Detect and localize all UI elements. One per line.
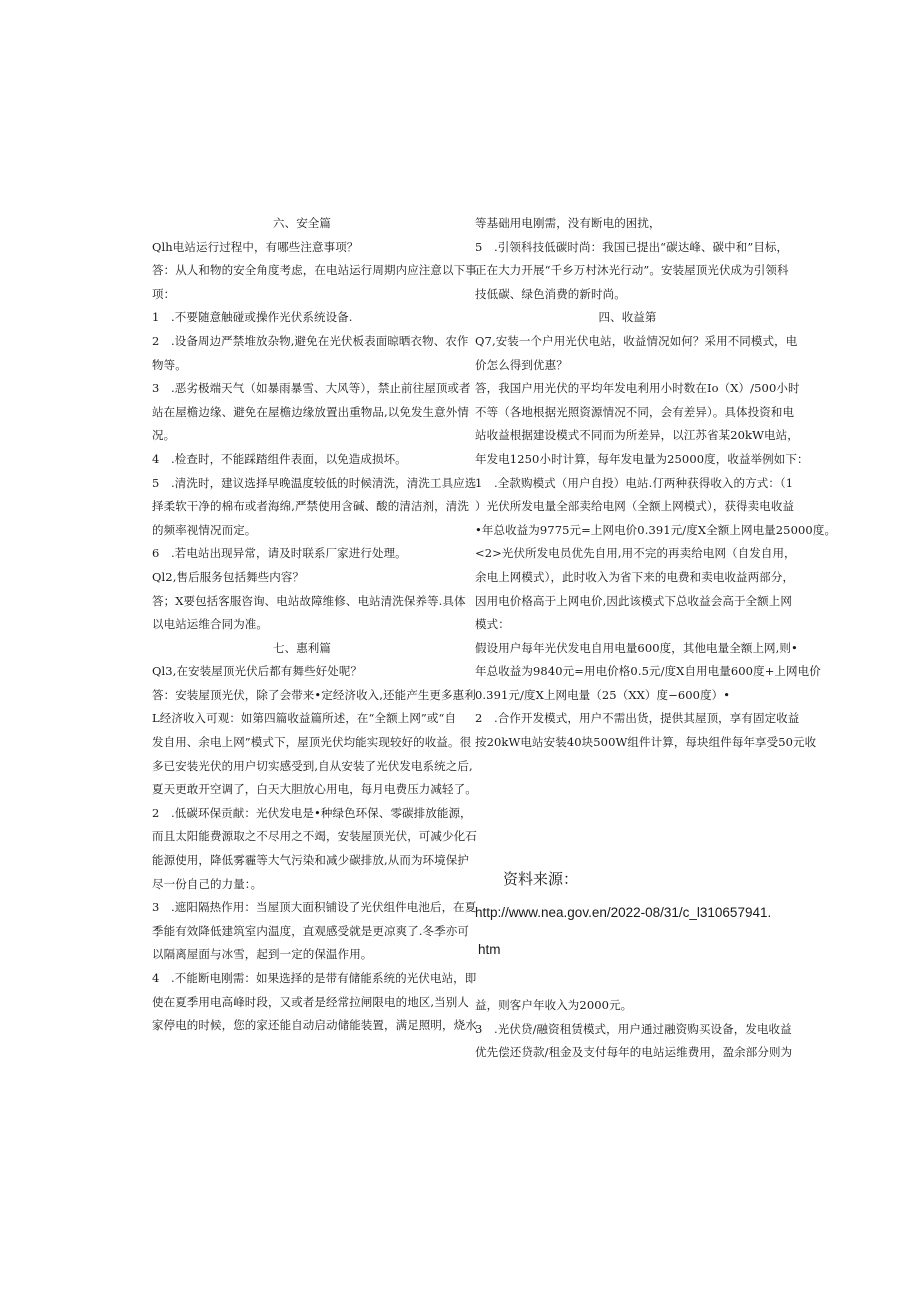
question-q13: Ql3,在安装屋顶光伏后都有舞些好处呢？ (152, 664, 363, 679)
text-line: 不等（各地根据光照资源情况不同，会有差异）。具体投资和电 (475, 404, 795, 419)
text-line: 4 .检查时，不能踩踏组件表面，以免造成损坏。 (152, 451, 407, 466)
text-line: 正在大力开展“千乡万村沐光行动”。安装屋顶光伏成为引领科 (475, 263, 789, 278)
text-line: •年总收益为9775元=上网电价0.391元/度X全额上网电量25000度。 (475, 522, 837, 537)
text-line: 价怎么得到优惠？ (475, 357, 568, 372)
text-line: 余电上网模式），此时收入为省下来的电费和卖电收益两部分， (475, 569, 795, 584)
text-line: 1 .不要随意触碰或操作光伏系统设备. (152, 310, 353, 325)
text-line: 以电站运维合同为准。 (152, 617, 268, 632)
text-line: 5 .引领科技低碳时尚：我国已提出“碳达峰、碳中和”目标， (475, 239, 789, 254)
text-line: 优先偿还贷款/租金及支付每年的电站运维费用，盈余部分则为 (475, 1045, 793, 1060)
source-title: 资料来源： (503, 870, 579, 888)
text-line: 年发电1250小时计算，每年发电量为25000度，收益举例如下： (475, 451, 809, 466)
text-line: L经济收入可观：如第四篇收益篇所述，在“全额上网”或“自 (152, 711, 457, 726)
text-line: 3 .恶劣极端天气（如暴雨暴雪、大风等），禁止前往屋顶或者 (152, 381, 471, 396)
source-url-continued: htm (478, 942, 501, 957)
text-line: 益，则客户年收入为2000元。 (475, 998, 633, 1012)
text-line: 以隔离屋面与冰雪，起到一定的保温作用。 (152, 947, 373, 962)
section-heading-income: 四、收益第 (598, 310, 657, 325)
text-line: 2 .低碳环保贡献：光伏发电是•种绿色环保、零碳排放能源， (152, 805, 472, 820)
text-line: 4 .不能断电刚需：如果选择的是带有储能系统的光伏电站，即 (152, 971, 477, 985)
text-line: 3 .遮阳隔热作用：当屋顶大面积铺设了光伏组件电池后，在夏 (152, 900, 477, 915)
text-line: 尽一份自己的力量：。 (152, 876, 263, 891)
question-q12: Ql2,售后服务包括舞些内容？ (152, 569, 305, 584)
question-q11: Qlh电站运行过程中，有哪些注意事项？ (152, 239, 359, 254)
text-line: <2>光伏所发电员优先自用,用不完的再卖给电网（自发自用， (475, 546, 796, 561)
section-heading-benefits: 七、惠利篇 (273, 640, 331, 655)
text-line: 择柔软干净的棉布或者海绵,严禁使用含碱、酸的清洁剂，清洗 (152, 499, 469, 514)
text-line: 2 .设备周边严禁堆放杂物,避免在光伏板表面晾晒衣物、农作 (152, 333, 469, 348)
text-line: 0.391元/度X上网电量（25（XX）度−600度）• (475, 687, 731, 702)
text-line: 况。 (152, 428, 176, 443)
text-line: 的频率视情况而定。 (152, 522, 257, 537)
text-line: 假设用户每年光伏发电自用电量600度，其他电量全额上网,则• (475, 640, 798, 655)
text-line: 而且太阳能费源取之不尽用之不竭，安装屋顶光伏，可减少化石 (152, 829, 477, 844)
right-column-bottom (475, 994, 793, 1065)
text-line: 答；X要包括客服咨询、电站故障维修、电站清洗保养等.具体 (152, 593, 466, 608)
text-line: 项： (152, 286, 176, 301)
text-line: 等基础用电刚需，没有断电的困扰， (475, 216, 661, 230)
question-q7: Q7,安装一个户用光伏电站，收益情况如何？采用不同模式，电 (475, 333, 798, 348)
text-line: 技低碳、绿色消费的新时尚。 (475, 286, 626, 301)
text-line: 能源使用，降低雾霾等大气污染和减少碳排放,从而为环境保护 (152, 853, 469, 868)
text-line: 使在夏季用电高峰时段，又或者是经常拉闸限电的地区,当别人 (152, 994, 469, 1009)
text-line: 答：从人和物的安全角度考虑，在电站运行周期内应注意以下事 (152, 263, 477, 278)
text-line: 站在屋檐边缘、避免在屋檐边缘放置出重物品,以免发生意外情 (152, 404, 469, 419)
section-heading-safety: 六、安全篇 (273, 216, 331, 230)
source-url: http://www.nea.gov.en/2022-08/31/c_l310657941. (475, 905, 772, 920)
text-line: 夏天更敢开空调了，白天大胆放心用电，每月电费压力减轻了。 (152, 782, 477, 797)
right-column (475, 212, 837, 755)
text-line: 按20kW电站安装40块500W组件计算，每块组件每年享受50元收 (475, 735, 817, 750)
text-line: 年总收益为9840元=用电价格0.5元/度X自用电量600度+上网电价 (475, 664, 821, 679)
text-line: 家停电的时候，您的家还能自动启动储能装置，满足照明，烧水 (152, 1018, 477, 1033)
text-line: 2 .合作开发模式，用户不需出货，提供其屋顶，享有固定收益 (475, 711, 800, 726)
text-line: 季能有效降低建筑室内温度，直观感受就是更凉爽了.冬季亦可 (152, 923, 469, 938)
text-line: 1 .全款购模式（用户自投）电站.仃两种获得收入的方式：（1 (475, 475, 794, 490)
text-line: 答，我国户用光伏的平均年发电利用小时数在Io（X）/500小时 (475, 381, 800, 396)
text-line: 发自用、余电上网”模式下，屋顶光伏均能实现较好的收益。很 (152, 735, 472, 750)
text-line: ）光伏所发电量全部卖给电网（全额上网模式），获得卖电收益 (475, 499, 795, 514)
text-line: 6 .若电站出现异常，请及时联系厂家进行处理。 (152, 546, 407, 561)
text-line: 答：安装屋顶光伏，除了会带来•定经济收入,还能产生更多惠利 (152, 687, 476, 702)
text-line: 物等。 (152, 357, 187, 372)
text-line: 因用电价格高于上网电价,因此该模式下总收益会高于全额上网 (475, 593, 792, 608)
text-line: 3 .光伏贷/融资租赁模式，用户通过融资购买设备，发电收益 (475, 1021, 792, 1036)
text-line: 多已安装光伏的用户切实感受到,自从安装了光伏发电系统之后, (152, 758, 473, 773)
text-line: 模式： (475, 617, 510, 632)
text-line: 5 .清洗时，建议选择早晚温度较低的时候清洗，清洗工具应选 (152, 475, 477, 490)
left-column (152, 212, 477, 1038)
text-line: 站收益根据建设模式不同而为所差异，以江苏省某20kW电站， (475, 428, 799, 443)
